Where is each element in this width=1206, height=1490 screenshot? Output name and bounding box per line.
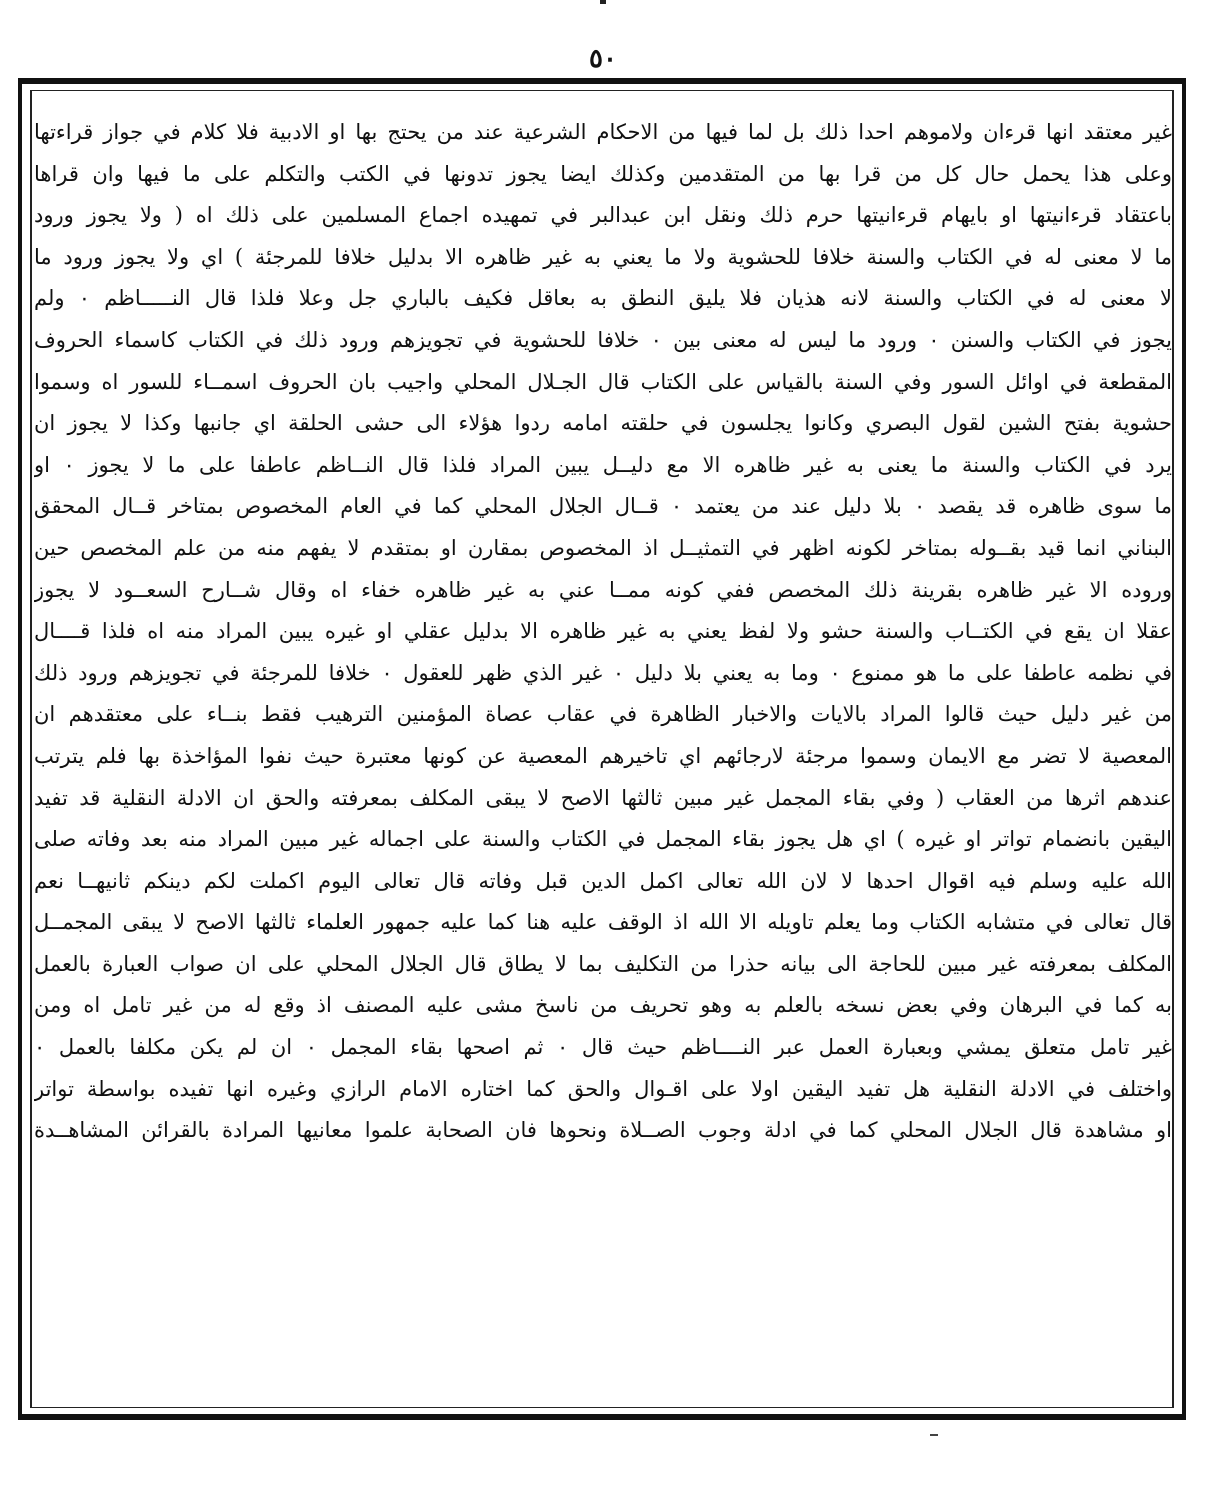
text-line: المقطعة في اوائل السور وفي السنة بالقياس على الكتاب قال الجـلال المحلي واجيب بان الحروف اسمــاء للسور اه وسموا xyxy=(34,369,1172,394)
text-line: المعصية لا تضر مع الايمان وسموا مرجئة لارجائهم اي تاخيرهم المعصية عن كونها معتبرة حيث نفوا المؤاخذة بها فلم يترتب xyxy=(34,743,1172,768)
text-line: وروده الا غير ظاهره بقرينة ذلك المخصص ففي كونه ممــا عني به غير ظاهره خفاء اه وقال شــارح السعــود لا يجوز xyxy=(34,577,1172,602)
text-line: به كما في البرهان وفي بعض نسخه بالعلم به وهو تحريف من ناسخ مشى عليه المصنف اذ وقع له من غير تامل اه ومن xyxy=(34,993,1172,1018)
text-line: يجوز في الكتاب والسنن ۰ ورود ما ليس له معنى بين ۰ خلافا للحشوية في تجويزهم ورود ذلك في الكتاب كاسماء الحروف xyxy=(34,327,1172,352)
text-line: وعلى هذا يحمل حال كل من قرا بها من المتقدمين وكذلك ايضا يجوز تدونها في الكتب والتكلم على ما فيها وان قراها xyxy=(34,161,1172,186)
text-line: ما لا معنى له في الكتاب والسنة خلافا للحشوية ولا ما يعني به غير ظاهره الا بدليل خلافا للمرجئة ) اي ولا يجوز ورود ما xyxy=(34,244,1172,269)
text-line: ما سوى ظاهره قد يقصد ۰ بلا دليل عند من يعتمد ۰ قــال الجلال المحلي كما في العام المخصوص بمتاخر قــال المحقق xyxy=(34,494,1172,519)
text-line: الله عليه وسلم فيه اقوال احدها لا لان الله تعالى اكمل الدين قبل وفاته قال تعالى اليوم اكملت لكم دينكم ثانيهــا نعم xyxy=(34,868,1172,893)
top-mark xyxy=(600,0,606,4)
text-line: عقلا ان يقع في الكتــاب والسنة حشو ولا لفظ يعني به غير ظاهره الا بدليل عقلي او غيره يبين المراد منه اه فلذا قــــال xyxy=(34,619,1172,644)
text-line: حشوية بفتح الشين لقول البصري وكانوا يجلسون في حلقته امامه ردوا هؤلاء الى حشى الحلقة اي جانبها وكذا لا يجوز ان xyxy=(34,411,1172,436)
text-line: غير تامل متعلق يمشي وبعبارة العمل عبر النــــاظم حيث قال ۰ ثم اصحها بقاء المجمل ۰ ان لم يكن مكلفا بالعمل ۰ xyxy=(34,1035,1172,1060)
bottom-mark xyxy=(930,1434,938,1436)
text-line: البناني انما قيد بقــوله بمتاخر لكونه اظهر في التمثيــل اذ المخصوص بمقارن او بمتقدم لا يفهم منه من علم المخصص حين xyxy=(34,535,1172,560)
text-line: من غير دليل حيث قالوا المراد بالايات والاخبار الظاهرة في عقاب عصاة المؤمنين الترهيب فقط بنــاء على معتقدهم ان xyxy=(34,702,1172,727)
text-body xyxy=(34,112,1172,1402)
text-line: باعتقاد قرءانيتها او بايهام قرءانيتها حرم ذلك ونقل ابن عبدالبر في تمهيده اجماع المسلمين على ذلك اه ( ولا يجوز ورود xyxy=(34,203,1172,228)
text-line: غير معتقد انها قرءان ولاموهم احدا ذلك بل لما فيها من الاحكام الشرعية عند من يحتج بها او الادبية فلا كلام في جواز قراءتها xyxy=(34,120,1172,144)
text-line: اليقين بانضمام تواتر او غيره ) اي هل يجوز بقاء المجمل في الكتاب والسنة على اجماله غير مبين المراد منه بعد وفاته صلى xyxy=(34,827,1172,852)
text-line: في نظمه عاطفا على ما هو ممنوع ۰ وما به يعني بلا دليل ۰ غير الذي ظهر للعقول ۰ خلافا للمرجئة في تجويزهم ورود ذلك xyxy=(34,660,1172,685)
text-line: المكلف بمعرفته غير مبين للحاجة الى بيانه حذرا من التكليف بما لا يطاق قال الجلال المحلي على ان صواب العبارة بالعمل xyxy=(34,951,1172,976)
text-line: عندهم اثرها من العقاب ( وفي بقاء المجمل غير مبين ثالثها الاصح لا يبقى المكلف بمعرفته والحق ان الادلة النقلية قد تفيد xyxy=(34,785,1172,810)
text-line: واختلف في الادلة النقلية هل تفيد اليقين اولا على اقـوال والحق كما اختاره الامام الرازي وغيره انها تفيده بواسطة تواتر xyxy=(34,1076,1172,1101)
text-line: قال تعالى في متشابه الكتاب وما يعلم تاويله الا الله اذ الوقف عليه هنا كما عليه جمهور العلماء ثالثها الاصح لا يبقى المجمــل xyxy=(34,910,1172,935)
text-line: يرد في الكتاب والسنة ما يعنى به غير ظاهره الا مع دليــل يبين المراد فلذا قال النــاظم عاطفا على ما لا يجوز ۰ او xyxy=(34,452,1172,477)
page-number: ٥٠ xyxy=(589,44,617,74)
text-line: او مشاهدة قال الجلال المحلي كما في ادلة وجوب الصــلاة ونحوها فان الصحابة علموا معانيها المرادة بالقرائن المشاهــدة xyxy=(34,1118,1172,1143)
text-line: لا معنى له في الكتاب والسنة لانه هذيان فلا يليق النطق به بعاقل فكيف بالباري جل وعلا فلذا قال النـــــاظم ۰ ولم xyxy=(34,286,1172,311)
